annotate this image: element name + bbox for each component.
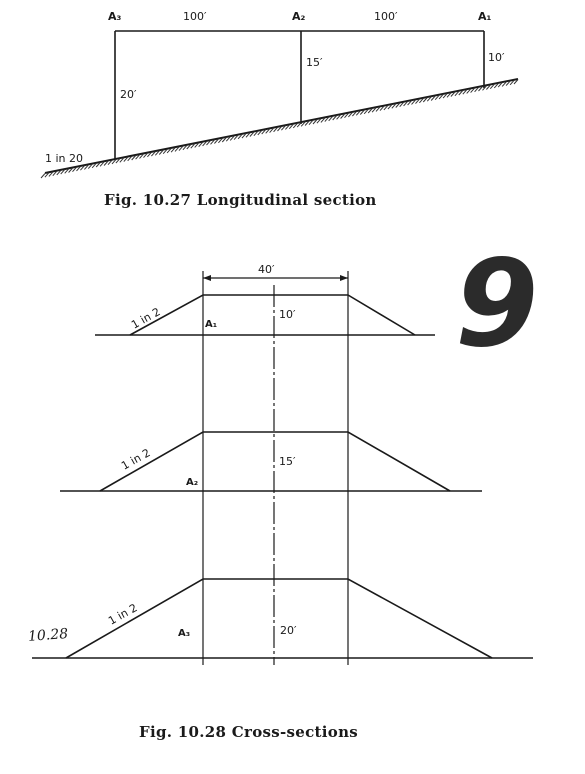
section-a3-depth-label: 20′: [280, 624, 297, 637]
label-span-right: 100′: [374, 10, 398, 23]
label-a2: A₂: [292, 10, 306, 23]
label-depth-a2: 15′: [306, 56, 323, 69]
section-a3-area-label: A₃: [178, 628, 191, 639]
dimension-arrow-left: [203, 275, 211, 281]
section-a2-profile: [100, 432, 450, 491]
caption-longitudinal: Fig. 10.27 Longitudinal section: [104, 191, 377, 209]
dimension-arrow-right: [340, 275, 348, 281]
section-a1-profile: [130, 295, 415, 335]
label-span-left: 100′: [183, 10, 207, 23]
label-a1: A₁: [478, 10, 492, 23]
handwritten-page-number: [455, 235, 539, 374]
page-number: 9: [455, 235, 539, 374]
section-a2-area-label: A₂: [186, 477, 199, 488]
ground-line: [45, 79, 518, 173]
cross-section-labels: [28, 263, 297, 645]
caption-cross-sections: Fig. 10.28 Cross-sections: [139, 723, 359, 741]
label-depth-a3: 20′: [120, 88, 137, 101]
section-a1-depth-label: 10′: [279, 308, 296, 321]
section-a3-slope-label: 1 in 2: [106, 601, 140, 628]
label-depth-a1: 10′: [488, 51, 505, 64]
section-a1-slope-label: 1 in 2: [129, 305, 163, 332]
label-ground-slope: 1 in 20: [45, 152, 84, 165]
section-a3-profile: [66, 579, 492, 658]
label-top-width: 40′: [258, 263, 275, 276]
label-a3: A₃: [108, 10, 122, 23]
ground-hatching: [41, 80, 518, 179]
ground-hatch-mark: [41, 174, 45, 179]
section-a2-depth-label: 15′: [279, 455, 296, 468]
section-a1-area-label: A₁: [205, 319, 218, 330]
margin-note: 10.28: [27, 626, 69, 645]
longitudinal-labels: [45, 10, 505, 165]
section-a2-slope-label: 1 in 2: [119, 446, 153, 473]
longitudinal-section: [45, 31, 518, 173]
